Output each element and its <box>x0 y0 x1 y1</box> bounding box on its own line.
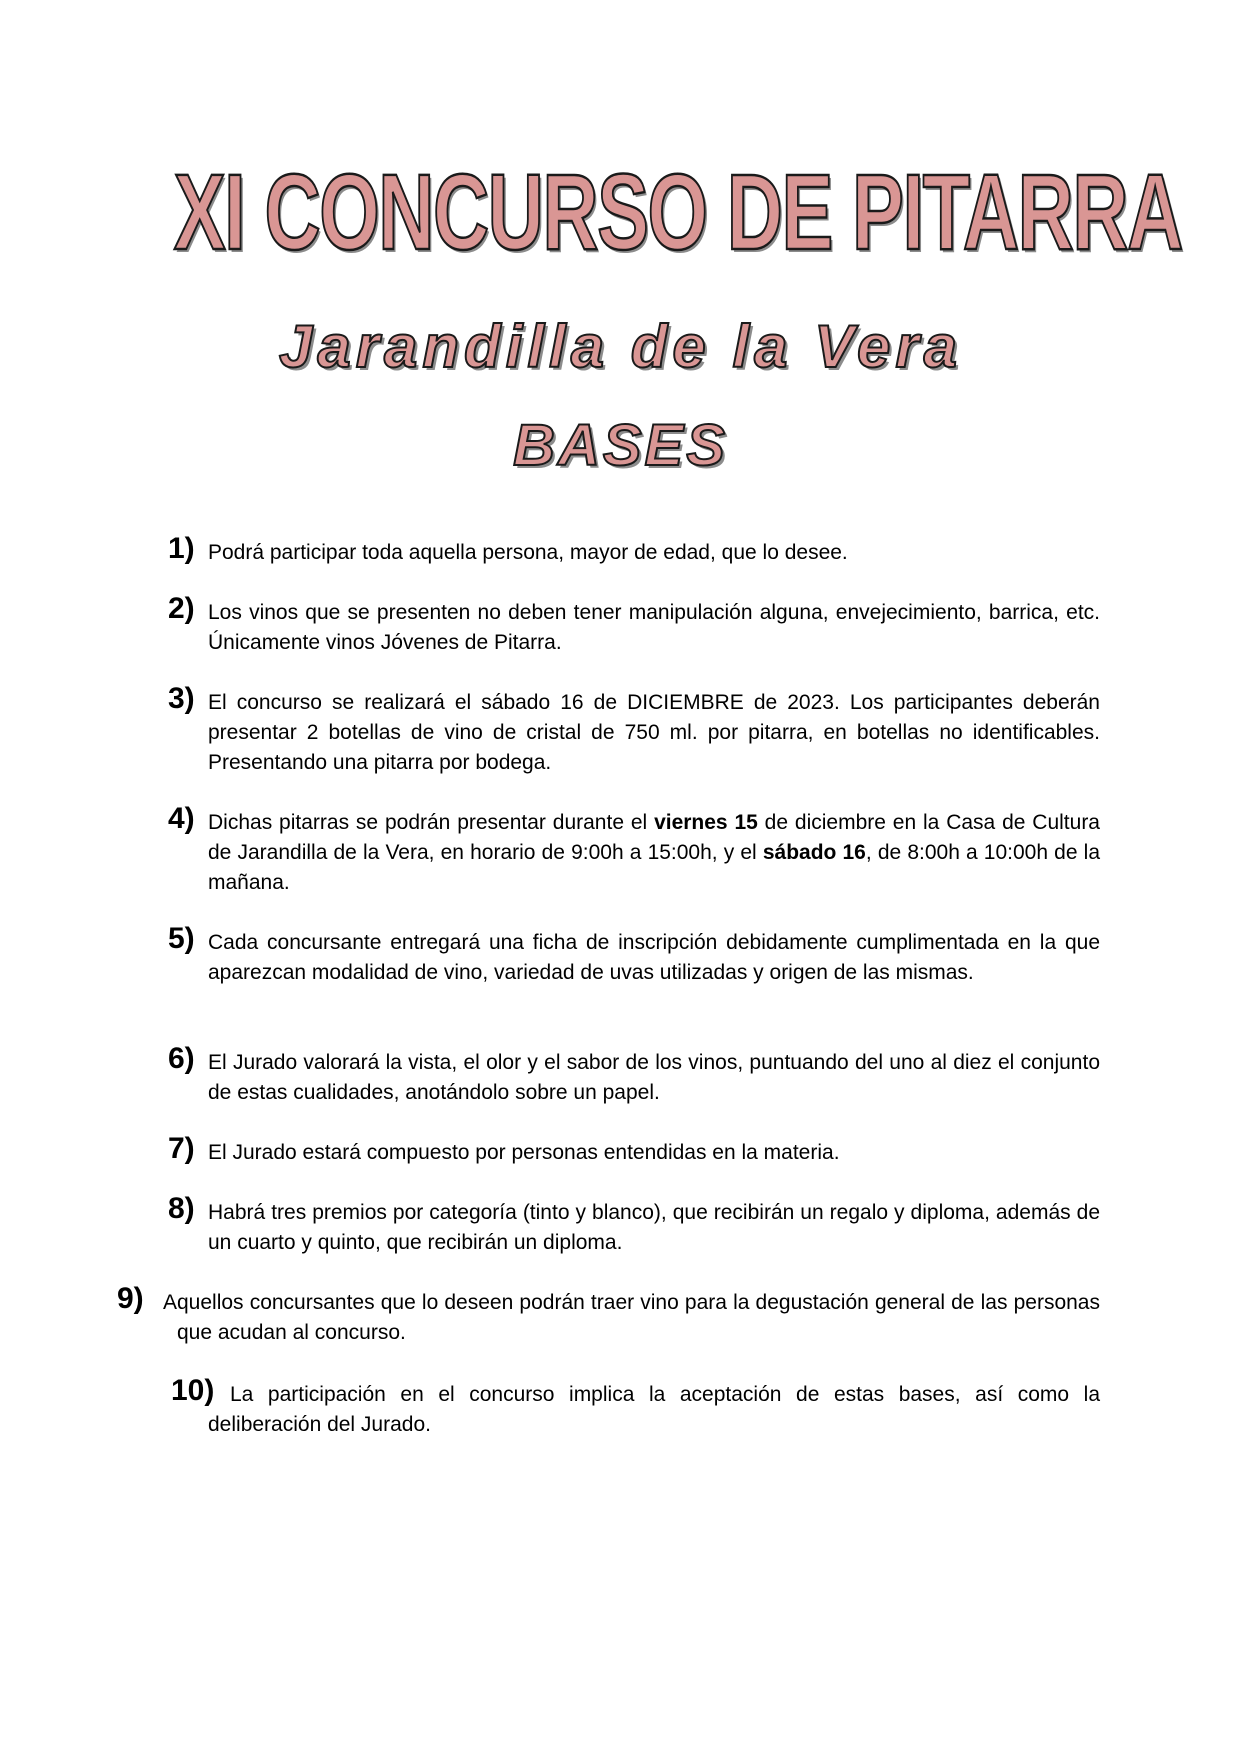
rule-text-segment: Los vinos que se presenten no deben tener manipulación alguna, envejecimiento, barrica, etc. Únicamente vinos Jóvenes de Pitarra. <box>208 601 1100 654</box>
rule-text <box>208 538 1100 568</box>
page-title: XI CONCURSO DE PITARRA <box>173 151 1182 272</box>
rule-text <box>208 1138 1100 1168</box>
section-heading: BASES <box>513 413 728 478</box>
rule-text-bold: sábado 16 <box>762 841 866 864</box>
rule-number: 6) <box>168 1042 195 1075</box>
rule-text <box>208 928 1100 988</box>
rule-text-segment: Dichas pitarras se podrán presentar durante el <box>208 811 655 834</box>
rule-text-segment: Habrá tres premios por categoría (tinto y blanco), que recibirán un regalo y diploma, además de un cuarto y quinto, que recibirán un diploma. <box>208 1201 1100 1254</box>
rule-item <box>168 802 1100 898</box>
rule-number: 10) <box>171 1374 215 1407</box>
rule-text-bold: viernes 15 <box>654 811 758 834</box>
rule-number: 4) <box>168 802 195 835</box>
rule-text <box>208 598 1100 658</box>
rule-text-segment: Aquellos concursantes que lo deseen podrán traer vino para la degustación general de las personas que acudan al concurso. <box>163 1291 1100 1344</box>
rule-text <box>208 808 1100 898</box>
rule-text-segment: Cada concursante entregará una ficha de inscripción debidamente cumplimentada en la que aparezcan modalidad de vino, variedad de uvas utilizadas y origen de las mismas. <box>208 931 1100 984</box>
rule-item <box>168 1192 1100 1258</box>
rule-text-segment: El concurso se realizará el sábado 16 de DICIEMBRE de 2023. Los participantes deberán presentar 2 botellas de vino de cristal de 750 ml. por pitarra, en botellas no identificables. Presentando una pitarra por bodega. <box>208 691 1100 774</box>
rule-text <box>208 688 1100 778</box>
page-subtitle: Jarandilla de la Vera <box>278 313 963 380</box>
rule-text <box>208 1198 1100 1258</box>
rule-number: 8) <box>168 1192 195 1225</box>
rule-text <box>163 1288 1100 1348</box>
rule-number: 7) <box>168 1132 195 1165</box>
rule-text-segment: El Jurado estará compuesto por personas entendidas en la materia. <box>208 1141 840 1164</box>
rule-text-segment: Podrá participar toda aquella persona, mayor de edad, que lo desee. <box>208 541 848 564</box>
rule-item <box>168 1132 1100 1168</box>
rule-text <box>208 1048 1100 1108</box>
rule-text-segment: El Jurado valorará la vista, el olor y el sabor de los vinos, puntuando del uno al diez el conjunto de estas cualidades, anotándolo sobre un papel. <box>208 1051 1100 1104</box>
rule-number: 2) <box>168 592 195 625</box>
rule-text-segment: , de 8:00h a 10:00h de la mañana. <box>208 841 1100 894</box>
rule-item <box>117 1282 1100 1348</box>
rule-item <box>168 532 1100 568</box>
rule-text <box>208 1380 1100 1440</box>
rule-number: 5) <box>168 922 195 955</box>
rule-text-segment: La participación en el concurso implica la aceptación de estas bases, así como la deliberación del Jurado. <box>208 1383 1100 1436</box>
rule-item <box>168 682 1100 778</box>
rule-item <box>168 1042 1100 1108</box>
rule-text-segment: de diciembre en la Casa de Cultura de Jarandilla de la Vera, en horario de 9:00h a 15:00h, y el <box>208 811 1100 864</box>
rule-number: 3) <box>168 682 195 715</box>
rule-item <box>168 922 1100 988</box>
rule-item <box>171 1374 1100 1440</box>
rule-item <box>168 592 1100 658</box>
rule-number: 9) <box>117 1282 144 1315</box>
rule-number: 1) <box>168 532 195 565</box>
